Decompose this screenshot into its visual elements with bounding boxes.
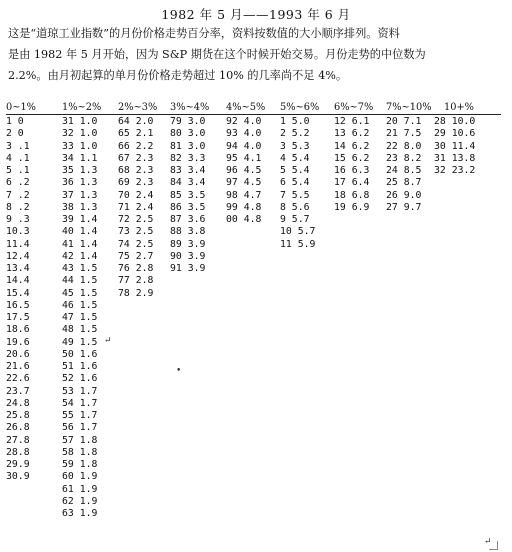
table-cell: 38 1.3 — [62, 201, 98, 213]
table-cell: 8 .2 — [6, 201, 30, 213]
table-cell: 58 1.8 — [62, 446, 98, 458]
table-column — [280, 116, 315, 251]
table-cell: 48 1.5 — [62, 324, 98, 336]
table-cell: 16.5 — [6, 299, 30, 311]
table-cell: 24 8.5 — [386, 165, 422, 176]
table-cell: 27.8 — [6, 434, 30, 446]
table-cell: 57 1.8 — [62, 434, 98, 446]
table-column — [170, 116, 205, 275]
table-cell: 47 1.5 — [62, 312, 98, 323]
table-cell: 6 .2 — [6, 177, 30, 189]
intro-paragraph — [8, 23, 498, 86]
table-cell: 66 2.2 — [118, 140, 154, 152]
table-cell: 85 3.5 — [170, 189, 206, 201]
table-cell: 7 .2 — [6, 189, 30, 201]
table-cell: 5 5.4 — [280, 165, 310, 176]
table-cell: 64 2.0 — [118, 116, 154, 127]
table-cell: 36 1.3 — [62, 177, 98, 189]
table-cell: 61 1.9 — [62, 483, 98, 495]
column-header: 6%~7% — [334, 102, 374, 113]
table-cell: 80 3.0 — [170, 128, 206, 140]
table-column — [6, 116, 30, 484]
column-header: 1%~2% — [62, 102, 102, 113]
table-cell: 14.4 — [6, 275, 30, 287]
table-cell: 41 1.4 — [62, 238, 98, 250]
table-cell: 25 8.7 — [386, 177, 422, 189]
table-cell: 23.7 — [6, 385, 30, 397]
table-cell: 32 1.0 — [62, 128, 98, 140]
table-column — [434, 116, 475, 177]
table-cell: 46 1.5 — [62, 299, 98, 311]
column-header: 4%~5% — [226, 102, 266, 113]
table-cell: 1 5.0 — [280, 116, 310, 127]
speck-mark: • — [176, 366, 182, 376]
table-cell: 21.6 — [6, 361, 30, 372]
table-cell: 14 6.2 — [334, 140, 370, 152]
table-cell: 29 10.6 — [434, 128, 476, 140]
table-cell: 78 2.9 — [118, 287, 154, 299]
table-cell: 3 .1 — [6, 140, 30, 152]
table-cell: 15 6.2 — [334, 152, 370, 164]
table-cell: 49 1.5 — [62, 336, 98, 348]
table-cell: 12 6.1 — [334, 116, 370, 127]
paragraph-line: 这是“道琼工业指数”的月份价格走势百分率，资料按数值的大小顺序排列。资料 — [8, 27, 400, 40]
table-cell: 98 4.7 — [226, 189, 262, 201]
table-cell: 86 3.5 — [170, 201, 206, 213]
table-cell: 18.6 — [6, 324, 30, 336]
table-cell: 30.9 — [6, 471, 30, 483]
table-cell: 51 1.6 — [62, 361, 98, 372]
table-cell: 40 1.4 — [62, 226, 98, 238]
table-cell: 72 2.5 — [118, 214, 154, 225]
table-cell: 42 1.4 — [62, 250, 98, 262]
table-cell: 22.6 — [6, 373, 30, 385]
page-corner-mark — [489, 541, 498, 550]
table-cell: 50 1.6 — [62, 348, 98, 360]
table-cell: 9 .3 — [6, 214, 30, 225]
page-title: 1982 年 5 月——1993 年 6 月 — [161, 7, 351, 22]
table-cell: 93 4.0 — [226, 128, 262, 140]
table-cell: 53 1.7 — [62, 385, 98, 397]
table-cell: 67 2.3 — [118, 152, 154, 164]
column-header: 10+% — [444, 102, 474, 113]
table-cell: 31 1.0 — [62, 116, 98, 127]
table-cell: 17 6.4 — [334, 177, 370, 189]
table-cell: 10 5.7 — [280, 226, 316, 238]
table-cell: 60 1.9 — [62, 471, 98, 483]
table-cell: 37 1.3 — [62, 189, 98, 201]
table-cell: 16 6.3 — [334, 165, 370, 176]
table-column — [386, 116, 421, 214]
table-cell: 54 1.7 — [62, 397, 98, 409]
table-cell: 10.3 — [6, 226, 30, 238]
table-cell: 94 4.0 — [226, 140, 262, 152]
table-cell: 70 2.4 — [118, 189, 154, 201]
table-cell: 9 5.7 — [280, 214, 310, 225]
table-cell: 13 6.2 — [334, 128, 370, 140]
table-cell: 13.4 — [6, 263, 30, 274]
table-cell: 97 4.5 — [226, 177, 262, 189]
table-cell: 32 23.2 — [434, 165, 476, 176]
table-cell: 18 6.8 — [334, 189, 370, 201]
table-cell: 22 8.0 — [386, 140, 422, 152]
table-cell: 35 1.3 — [62, 165, 98, 176]
table-cell: 91 3.9 — [170, 263, 206, 274]
column-header: 5%~6% — [280, 102, 320, 113]
table-cell: 19.6 — [6, 336, 30, 348]
table-cell: 3 5.3 — [280, 140, 310, 152]
table-cell: 71 2.4 — [118, 201, 154, 213]
table-cell: 21 7.5 — [386, 128, 422, 140]
table-cell: 56 1.7 — [62, 422, 98, 434]
table-cell: 62 1.9 — [62, 495, 98, 507]
table-cell: 88 3.8 — [170, 226, 206, 238]
table-cell: 96 4.5 — [226, 165, 262, 176]
table-cell: 23 8.2 — [386, 152, 422, 164]
table-cell: 59 1.8 — [62, 459, 98, 470]
table-cell: 28.8 — [6, 446, 30, 458]
table-cell: 52 1.6 — [62, 373, 98, 385]
table-cell: 92 4.0 — [226, 116, 262, 127]
table-cell: 30 11.4 — [434, 140, 476, 152]
table-cell: 26.8 — [6, 422, 30, 434]
table-cell: 68 2.3 — [118, 165, 154, 176]
header-rule — [6, 114, 501, 115]
table-cell: 73 2.5 — [118, 226, 154, 238]
table-cell: 20 7.1 — [386, 116, 422, 127]
column-header: 2%~3% — [118, 102, 158, 113]
table-cell: 39 1.4 — [62, 214, 98, 225]
paragraph-line: 2.2%。由月初起算的单月份价格走势超过 10% 的几率尚不足 4%。 — [8, 69, 348, 82]
table-cell: 19 6.9 — [334, 201, 370, 213]
table-column — [226, 116, 261, 226]
table-cell: 87 3.6 — [170, 214, 206, 225]
table-column — [334, 116, 369, 214]
table-cell: 2 5.2 — [280, 128, 310, 140]
table-cell: 81 3.0 — [170, 140, 206, 152]
table-cell: 28 10.0 — [434, 116, 476, 127]
table-cell: 11 5.9 — [280, 238, 316, 250]
table-cell: 20.6 — [6, 348, 30, 360]
table-cell: 11.4 — [6, 238, 30, 250]
table-column — [62, 116, 97, 520]
table-cell: 33 1.0 — [62, 140, 98, 152]
table-cell: 90 3.9 — [170, 250, 206, 262]
table-cell: 1 0 — [6, 116, 24, 127]
edit-mark: ↵ — [104, 336, 112, 346]
column-header: 0~1% — [6, 102, 36, 113]
table-cell: 34 1.1 — [62, 152, 98, 164]
table-cell: 29.9 — [6, 459, 30, 470]
table-cell: 55 1.7 — [62, 410, 98, 421]
table-cell: 27 9.7 — [386, 201, 422, 213]
table-cell: 75 2.7 — [118, 250, 154, 262]
column-header: 3%~4% — [170, 102, 210, 113]
table-cell: 4 .1 — [6, 152, 30, 164]
table-cell: 17.5 — [6, 312, 30, 323]
table-cell: 26 9.0 — [386, 189, 422, 201]
table-cell: 74 2.5 — [118, 238, 154, 250]
table-cell: 84 3.4 — [170, 177, 206, 189]
table-cell: 24.8 — [6, 397, 30, 409]
table-cell: 25.8 — [6, 410, 30, 421]
table-cell: 8 5.6 — [280, 201, 310, 213]
edit-mark: ↵ — [484, 537, 492, 547]
table-cell: 12.4 — [6, 250, 30, 262]
table-cell: 4 5.4 — [280, 152, 310, 164]
distribution-table — [0, 102, 512, 552]
table-cell: 43 1.5 — [62, 263, 98, 274]
table-cell: 45 1.5 — [62, 287, 98, 299]
table-cell: 76 2.8 — [118, 263, 154, 274]
table-cell: 2 0 — [6, 128, 24, 140]
table-cell: 00 4.8 — [226, 214, 262, 225]
table-cell: 65 2.1 — [118, 128, 154, 140]
table-column — [118, 116, 153, 300]
column-header: 7%~10% — [386, 102, 432, 113]
table-cell: 77 2.8 — [118, 275, 154, 287]
table-cell: 82 3.3 — [170, 152, 206, 164]
table-cell: 7 5.5 — [280, 189, 310, 201]
table-cell: 95 4.1 — [226, 152, 262, 164]
table-cell: 5 .1 — [6, 165, 30, 176]
table-cell: 79 3.0 — [170, 116, 206, 127]
table-cell: 83 3.4 — [170, 165, 206, 176]
paragraph-line: 是由 1982 年 5 月开始，因为 S&P 期货在这个时候开始交易。月份走势的中位数为 — [8, 48, 426, 61]
table-cell: 63 1.9 — [62, 508, 98, 519]
table-cell: 99 4.8 — [226, 201, 262, 213]
table-cell: 6 5.4 — [280, 177, 310, 189]
table-cell: 15.4 — [6, 287, 30, 299]
table-cell: 31 13.8 — [434, 152, 476, 164]
table-cell: 89 3.9 — [170, 238, 206, 250]
table-cell: 69 2.3 — [118, 177, 154, 189]
table-cell: 44 1.5 — [62, 275, 98, 287]
